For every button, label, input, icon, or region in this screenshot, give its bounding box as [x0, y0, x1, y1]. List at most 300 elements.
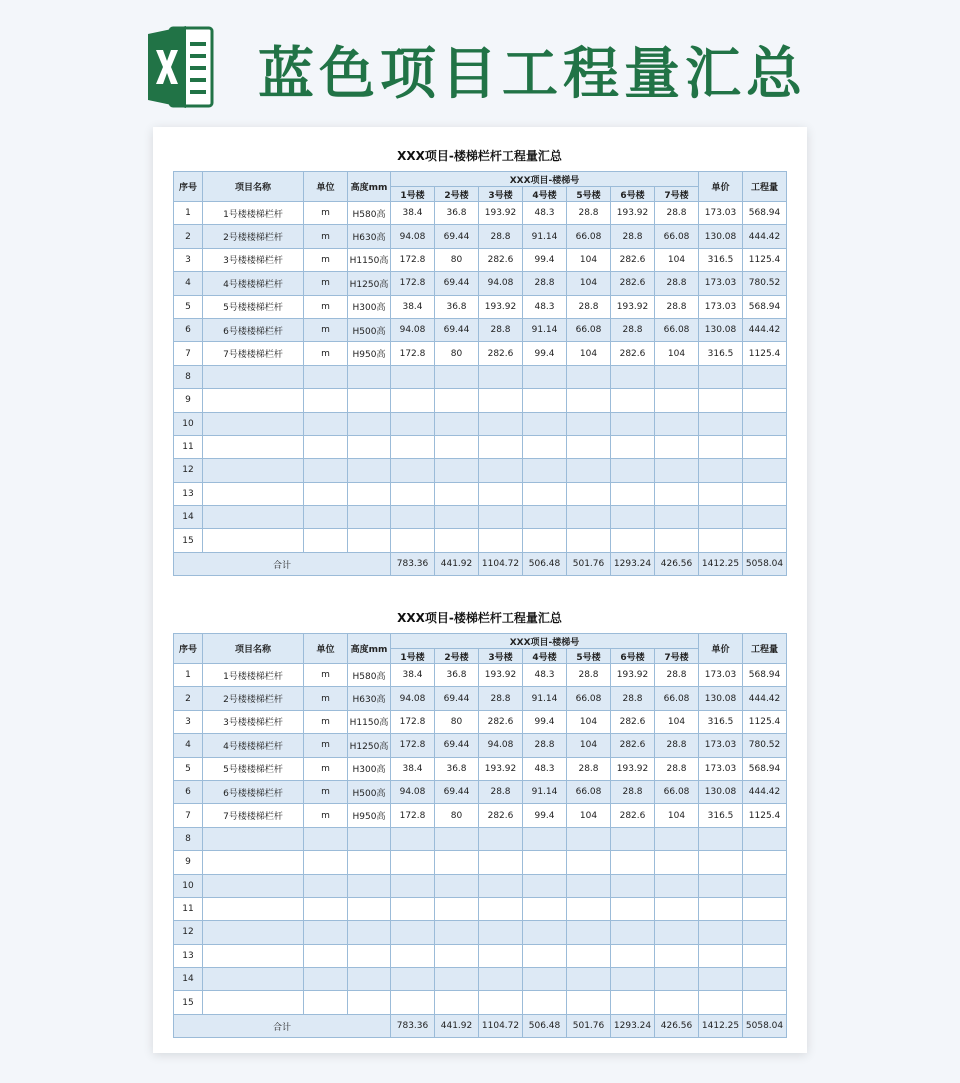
total-qty[interactable]: 5058.04	[743, 1014, 787, 1037]
cell-building-value[interactable]	[435, 897, 479, 920]
cell-building-value[interactable]	[391, 897, 435, 920]
cell-building-value[interactable]: 172.8	[391, 248, 435, 271]
cell-building-value[interactable]: 48.3	[523, 202, 567, 225]
cell-building-value[interactable]: 99.4	[523, 804, 567, 827]
cell-building-value[interactable]	[655, 459, 699, 482]
cell-name[interactable]: 7号楼楼梯栏杆	[203, 342, 304, 365]
total-building-value[interactable]: 1104.72	[479, 1014, 523, 1037]
cell-building-value[interactable]: 193.92	[611, 295, 655, 318]
cell-height[interactable]	[348, 968, 391, 991]
cell-building-value[interactable]: 193.92	[479, 664, 523, 687]
cell-name[interactable]	[203, 412, 304, 435]
cell-building-value[interactable]	[435, 506, 479, 529]
total-label[interactable]: 合计	[174, 1014, 391, 1037]
cell-building-value[interactable]: 193.92	[611, 664, 655, 687]
cell-name[interactable]	[203, 506, 304, 529]
cell-building-value[interactable]: 48.3	[523, 664, 567, 687]
cell-building-value[interactable]	[479, 506, 523, 529]
cell-building-value[interactable]: 104	[567, 248, 611, 271]
cell-height[interactable]: H300高	[348, 295, 391, 318]
cell-building-value[interactable]	[655, 968, 699, 991]
cell-name[interactable]: 7号楼楼梯栏杆	[203, 804, 304, 827]
cell-height[interactable]	[348, 482, 391, 505]
cell-price[interactable]: 173.03	[699, 295, 743, 318]
cell-building-value[interactable]	[523, 991, 567, 1014]
cell-building-value[interactable]: 69.44	[435, 687, 479, 710]
cell-building-value[interactable]	[611, 851, 655, 874]
cell-height[interactable]: H630高	[348, 687, 391, 710]
cell-building-value[interactable]: 94.08	[391, 687, 435, 710]
cell-seq[interactable]: 10	[174, 412, 203, 435]
cell-building-value[interactable]: 80	[435, 710, 479, 733]
cell-unit[interactable]: m	[304, 687, 348, 710]
cell-name[interactable]: 6号楼楼梯栏杆	[203, 318, 304, 341]
cell-building-value[interactable]: 69.44	[435, 225, 479, 248]
cell-qty[interactable]: 1125.4	[743, 248, 787, 271]
cell-height[interactable]	[348, 389, 391, 412]
cell-building-value[interactable]: 69.44	[435, 272, 479, 295]
cell-building-value[interactable]	[523, 389, 567, 412]
cell-building-value[interactable]	[567, 851, 611, 874]
cell-building-value[interactable]	[479, 921, 523, 944]
cell-height[interactable]	[348, 991, 391, 1014]
total-price[interactable]: 1412.25	[699, 552, 743, 575]
cell-building-value[interactable]: 282.6	[611, 342, 655, 365]
cell-price[interactable]: 173.03	[699, 272, 743, 295]
cell-name[interactable]	[203, 968, 304, 991]
cell-price[interactable]: 316.5	[699, 710, 743, 733]
cell-unit[interactable]	[304, 921, 348, 944]
cell-price[interactable]: 316.5	[699, 248, 743, 271]
cell-building-value[interactable]	[391, 365, 435, 388]
cell-price[interactable]	[699, 874, 743, 897]
cell-building-value[interactable]	[523, 827, 567, 850]
cell-building-value[interactable]: 282.6	[479, 248, 523, 271]
cell-seq[interactable]: 12	[174, 459, 203, 482]
cell-building-value[interactable]: 28.8	[479, 687, 523, 710]
cell-building-value[interactable]	[655, 482, 699, 505]
cell-building-value[interactable]: 28.8	[655, 295, 699, 318]
total-qty[interactable]: 5058.04	[743, 552, 787, 575]
cell-building-value[interactable]	[479, 897, 523, 920]
cell-price[interactable]: 173.03	[699, 202, 743, 225]
cell-seq[interactable]: 5	[174, 295, 203, 318]
cell-qty[interactable]: 568.94	[743, 295, 787, 318]
cell-building-value[interactable]	[435, 944, 479, 967]
cell-price[interactable]	[699, 827, 743, 850]
cell-building-value[interactable]	[391, 968, 435, 991]
cell-building-value[interactable]: 28.8	[611, 780, 655, 803]
cell-building-value[interactable]	[523, 944, 567, 967]
cell-building-value[interactable]	[391, 874, 435, 897]
total-building-value[interactable]: 783.36	[391, 1014, 435, 1037]
cell-building-value[interactable]: 66.08	[567, 225, 611, 248]
cell-unit[interactable]: m	[304, 248, 348, 271]
cell-height[interactable]: H630高	[348, 225, 391, 248]
cell-name[interactable]: 5号楼楼梯栏杆	[203, 757, 304, 780]
cell-building-value[interactable]	[567, 435, 611, 458]
cell-building-value[interactable]: 282.6	[479, 342, 523, 365]
cell-building-value[interactable]	[479, 991, 523, 1014]
cell-qty[interactable]	[743, 529, 787, 552]
cell-building-value[interactable]: 99.4	[523, 248, 567, 271]
cell-height[interactable]	[348, 529, 391, 552]
cell-building-value[interactable]	[611, 459, 655, 482]
cell-name[interactable]	[203, 459, 304, 482]
cell-price[interactable]: 173.03	[699, 757, 743, 780]
cell-building-value[interactable]	[611, 412, 655, 435]
cell-name[interactable]	[203, 389, 304, 412]
cell-building-value[interactable]	[655, 827, 699, 850]
cell-unit[interactable]	[304, 459, 348, 482]
cell-building-value[interactable]: 172.8	[391, 804, 435, 827]
cell-building-value[interactable]	[479, 851, 523, 874]
cell-qty[interactable]	[743, 827, 787, 850]
cell-building-value[interactable]	[523, 459, 567, 482]
cell-price[interactable]	[699, 851, 743, 874]
total-building-value[interactable]: 501.76	[567, 1014, 611, 1037]
cell-name[interactable]	[203, 529, 304, 552]
cell-qty[interactable]: 444.42	[743, 318, 787, 341]
cell-building-value[interactable]	[611, 897, 655, 920]
cell-building-value[interactable]: 66.08	[655, 687, 699, 710]
cell-height[interactable]	[348, 365, 391, 388]
total-building-value[interactable]: 426.56	[655, 1014, 699, 1037]
cell-building-value[interactable]	[655, 944, 699, 967]
cell-building-value[interactable]	[611, 365, 655, 388]
cell-unit[interactable]	[304, 482, 348, 505]
cell-building-value[interactable]: 94.08	[391, 780, 435, 803]
cell-building-value[interactable]: 282.6	[611, 804, 655, 827]
cell-building-value[interactable]	[523, 482, 567, 505]
cell-building-value[interactable]	[611, 827, 655, 850]
cell-seq[interactable]: 2	[174, 687, 203, 710]
cell-price[interactable]	[699, 529, 743, 552]
cell-building-value[interactable]: 282.6	[611, 710, 655, 733]
total-building-value[interactable]: 506.48	[523, 1014, 567, 1037]
cell-name[interactable]: 2号楼楼梯栏杆	[203, 225, 304, 248]
cell-building-value[interactable]: 99.4	[523, 710, 567, 733]
cell-qty[interactable]	[743, 921, 787, 944]
cell-qty[interactable]: 444.42	[743, 225, 787, 248]
cell-building-value[interactable]: 80	[435, 804, 479, 827]
cell-seq[interactable]: 8	[174, 365, 203, 388]
cell-building-value[interactable]	[523, 921, 567, 944]
cell-unit[interactable]	[304, 506, 348, 529]
cell-qty[interactable]	[743, 874, 787, 897]
cell-seq[interactable]: 7	[174, 804, 203, 827]
cell-height[interactable]	[348, 921, 391, 944]
cell-price[interactable]	[699, 482, 743, 505]
cell-seq[interactable]: 6	[174, 318, 203, 341]
cell-building-value[interactable]: 104	[567, 272, 611, 295]
cell-building-value[interactable]	[479, 968, 523, 991]
cell-building-value[interactable]	[567, 482, 611, 505]
cell-building-value[interactable]: 282.6	[479, 710, 523, 733]
cell-price[interactable]: 130.08	[699, 225, 743, 248]
cell-building-value[interactable]	[391, 827, 435, 850]
cell-price[interactable]: 173.03	[699, 664, 743, 687]
cell-building-value[interactable]	[435, 851, 479, 874]
cell-qty[interactable]	[743, 482, 787, 505]
cell-height[interactable]: H1250高	[348, 734, 391, 757]
cell-building-value[interactable]	[435, 365, 479, 388]
cell-seq[interactable]: 3	[174, 248, 203, 271]
cell-building-value[interactable]	[523, 365, 567, 388]
cell-building-value[interactable]: 28.8	[523, 272, 567, 295]
cell-height[interactable]: H500高	[348, 318, 391, 341]
cell-building-value[interactable]: 28.8	[479, 780, 523, 803]
cell-height[interactable]	[348, 827, 391, 850]
cell-building-value[interactable]	[655, 435, 699, 458]
cell-building-value[interactable]	[435, 874, 479, 897]
cell-building-value[interactable]: 28.8	[655, 757, 699, 780]
cell-building-value[interactable]: 193.92	[611, 757, 655, 780]
cell-building-value[interactable]: 104	[567, 804, 611, 827]
cell-building-value[interactable]	[479, 459, 523, 482]
cell-unit[interactable]	[304, 412, 348, 435]
cell-building-value[interactable]	[391, 944, 435, 967]
cell-unit[interactable]: m	[304, 780, 348, 803]
cell-building-value[interactable]: 28.8	[655, 272, 699, 295]
cell-building-value[interactable]: 282.6	[611, 734, 655, 757]
cell-name[interactable]: 6号楼楼梯栏杆	[203, 780, 304, 803]
total-building-value[interactable]: 1293.24	[611, 1014, 655, 1037]
cell-seq[interactable]: 8	[174, 827, 203, 850]
cell-building-value[interactable]	[567, 827, 611, 850]
cell-height[interactable]	[348, 874, 391, 897]
cell-building-value[interactable]	[479, 529, 523, 552]
cell-qty[interactable]: 568.94	[743, 664, 787, 687]
cell-unit[interactable]: m	[304, 734, 348, 757]
cell-name[interactable]: 1号楼楼梯栏杆	[203, 664, 304, 687]
cell-building-value[interactable]: 38.4	[391, 757, 435, 780]
cell-building-value[interactable]	[435, 529, 479, 552]
cell-name[interactable]	[203, 482, 304, 505]
cell-unit[interactable]: m	[304, 757, 348, 780]
total-price[interactable]: 1412.25	[699, 1014, 743, 1037]
cell-unit[interactable]: m	[304, 318, 348, 341]
cell-building-value[interactable]	[479, 944, 523, 967]
cell-seq[interactable]: 13	[174, 944, 203, 967]
cell-price[interactable]	[699, 944, 743, 967]
cell-seq[interactable]: 1	[174, 664, 203, 687]
cell-building-value[interactable]	[523, 851, 567, 874]
cell-building-value[interactable]: 38.4	[391, 202, 435, 225]
cell-building-value[interactable]: 172.8	[391, 734, 435, 757]
cell-seq[interactable]: 2	[174, 225, 203, 248]
cell-seq[interactable]: 14	[174, 968, 203, 991]
cell-building-value[interactable]	[655, 506, 699, 529]
cell-unit[interactable]: m	[304, 225, 348, 248]
cell-qty[interactable]	[743, 968, 787, 991]
cell-building-value[interactable]	[523, 968, 567, 991]
cell-qty[interactable]: 1125.4	[743, 342, 787, 365]
cell-qty[interactable]	[743, 851, 787, 874]
cell-price[interactable]: 130.08	[699, 780, 743, 803]
cell-qty[interactable]	[743, 991, 787, 1014]
cell-building-value[interactable]: 66.08	[567, 318, 611, 341]
cell-name[interactable]	[203, 851, 304, 874]
cell-building-value[interactable]: 66.08	[655, 225, 699, 248]
cell-building-value[interactable]: 28.8	[655, 734, 699, 757]
cell-building-value[interactable]: 193.92	[479, 757, 523, 780]
cell-unit[interactable]	[304, 851, 348, 874]
cell-building-value[interactable]: 94.08	[391, 318, 435, 341]
cell-building-value[interactable]	[435, 435, 479, 458]
cell-building-value[interactable]	[567, 506, 611, 529]
cell-building-value[interactable]: 282.6	[479, 804, 523, 827]
cell-building-value[interactable]	[435, 827, 479, 850]
cell-building-value[interactable]: 38.4	[391, 664, 435, 687]
cell-qty[interactable]	[743, 897, 787, 920]
cell-building-value[interactable]	[523, 506, 567, 529]
cell-building-value[interactable]	[435, 482, 479, 505]
cell-height[interactable]	[348, 435, 391, 458]
cell-height[interactable]: H950高	[348, 804, 391, 827]
cell-building-value[interactable]	[391, 921, 435, 944]
cell-seq[interactable]: 11	[174, 897, 203, 920]
cell-building-value[interactable]	[655, 897, 699, 920]
cell-qty[interactable]	[743, 389, 787, 412]
cell-height[interactable]	[348, 459, 391, 482]
cell-building-value[interactable]	[611, 529, 655, 552]
cell-building-value[interactable]: 69.44	[435, 734, 479, 757]
cell-unit[interactable]: m	[304, 272, 348, 295]
cell-building-value[interactable]	[479, 827, 523, 850]
cell-building-value[interactable]	[655, 389, 699, 412]
cell-building-value[interactable]: 36.8	[435, 664, 479, 687]
cell-name[interactable]: 1号楼楼梯栏杆	[203, 202, 304, 225]
cell-price[interactable]	[699, 921, 743, 944]
cell-building-value[interactable]	[391, 412, 435, 435]
cell-building-value[interactable]: 80	[435, 248, 479, 271]
cell-building-value[interactable]: 28.8	[567, 757, 611, 780]
cell-building-value[interactable]: 282.6	[611, 272, 655, 295]
cell-building-value[interactable]: 104	[567, 734, 611, 757]
cell-price[interactable]: 316.5	[699, 804, 743, 827]
cell-building-value[interactable]: 104	[655, 248, 699, 271]
cell-unit[interactable]	[304, 991, 348, 1014]
cell-building-value[interactable]: 172.8	[391, 272, 435, 295]
cell-building-value[interactable]	[435, 389, 479, 412]
cell-height[interactable]	[348, 851, 391, 874]
cell-building-value[interactable]: 28.8	[479, 318, 523, 341]
cell-building-value[interactable]: 66.08	[655, 318, 699, 341]
cell-qty[interactable]	[743, 506, 787, 529]
cell-building-value[interactable]	[435, 412, 479, 435]
cell-building-value[interactable]	[479, 412, 523, 435]
cell-qty[interactable]: 780.52	[743, 734, 787, 757]
cell-seq[interactable]: 13	[174, 482, 203, 505]
cell-building-value[interactable]: 28.8	[611, 225, 655, 248]
cell-price[interactable]	[699, 506, 743, 529]
cell-building-value[interactable]: 28.8	[655, 202, 699, 225]
cell-building-value[interactable]: 48.3	[523, 295, 567, 318]
cell-building-value[interactable]	[479, 365, 523, 388]
cell-building-value[interactable]: 28.8	[655, 664, 699, 687]
cell-qty[interactable]	[743, 412, 787, 435]
cell-seq[interactable]: 15	[174, 529, 203, 552]
cell-price[interactable]	[699, 412, 743, 435]
cell-height[interactable]: H580高	[348, 664, 391, 687]
cell-height[interactable]: H1250高	[348, 272, 391, 295]
cell-building-value[interactable]	[391, 482, 435, 505]
cell-building-value[interactable]	[479, 435, 523, 458]
cell-qty[interactable]	[743, 365, 787, 388]
cell-building-value[interactable]	[567, 944, 611, 967]
cell-building-value[interactable]	[567, 968, 611, 991]
cell-building-value[interactable]	[655, 921, 699, 944]
cell-building-value[interactable]: 91.14	[523, 318, 567, 341]
cell-name[interactable]	[203, 991, 304, 1014]
cell-unit[interactable]	[304, 529, 348, 552]
cell-unit[interactable]	[304, 827, 348, 850]
cell-building-value[interactable]	[567, 389, 611, 412]
cell-building-value[interactable]	[611, 991, 655, 1014]
cell-building-value[interactable]	[655, 991, 699, 1014]
cell-height[interactable]: H300高	[348, 757, 391, 780]
cell-building-value[interactable]: 28.8	[523, 734, 567, 757]
cell-seq[interactable]: 10	[174, 874, 203, 897]
cell-price[interactable]	[699, 365, 743, 388]
cell-unit[interactable]	[304, 944, 348, 967]
cell-building-value[interactable]	[523, 529, 567, 552]
cell-building-value[interactable]: 36.8	[435, 757, 479, 780]
cell-name[interactable]: 2号楼楼梯栏杆	[203, 687, 304, 710]
cell-building-value[interactable]	[391, 529, 435, 552]
cell-name[interactable]	[203, 874, 304, 897]
cell-building-value[interactable]: 94.08	[479, 734, 523, 757]
cell-building-value[interactable]	[567, 897, 611, 920]
cell-building-value[interactable]	[391, 389, 435, 412]
cell-qty[interactable]: 1125.4	[743, 804, 787, 827]
cell-building-value[interactable]	[523, 874, 567, 897]
cell-height[interactable]: H950高	[348, 342, 391, 365]
cell-qty[interactable]: 568.94	[743, 202, 787, 225]
cell-height[interactable]: H500高	[348, 780, 391, 803]
cell-unit[interactable]	[304, 874, 348, 897]
cell-building-value[interactable]: 104	[655, 710, 699, 733]
cell-building-value[interactable]: 28.8	[479, 225, 523, 248]
cell-qty[interactable]: 780.52	[743, 272, 787, 295]
cell-price[interactable]: 130.08	[699, 687, 743, 710]
cell-name[interactable]	[203, 365, 304, 388]
cell-price[interactable]: 316.5	[699, 342, 743, 365]
cell-building-value[interactable]: 36.8	[435, 295, 479, 318]
cell-building-value[interactable]: 193.92	[479, 202, 523, 225]
cell-building-value[interactable]: 36.8	[435, 202, 479, 225]
total-building-value[interactable]: 501.76	[567, 552, 611, 575]
total-building-value[interactable]: 441.92	[435, 1014, 479, 1037]
cell-building-value[interactable]: 69.44	[435, 780, 479, 803]
cell-building-value[interactable]	[523, 897, 567, 920]
total-building-value[interactable]: 1104.72	[479, 552, 523, 575]
cell-unit[interactable]: m	[304, 804, 348, 827]
cell-seq[interactable]: 11	[174, 435, 203, 458]
cell-building-value[interactable]	[611, 944, 655, 967]
cell-seq[interactable]: 14	[174, 506, 203, 529]
cell-name[interactable]	[203, 435, 304, 458]
cell-building-value[interactable]	[435, 921, 479, 944]
cell-building-value[interactable]: 69.44	[435, 318, 479, 341]
cell-building-value[interactable]	[567, 412, 611, 435]
total-building-value[interactable]: 1293.24	[611, 552, 655, 575]
cell-building-value[interactable]	[391, 435, 435, 458]
cell-seq[interactable]: 4	[174, 272, 203, 295]
cell-qty[interactable]: 444.42	[743, 780, 787, 803]
cell-qty[interactable]: 1125.4	[743, 710, 787, 733]
